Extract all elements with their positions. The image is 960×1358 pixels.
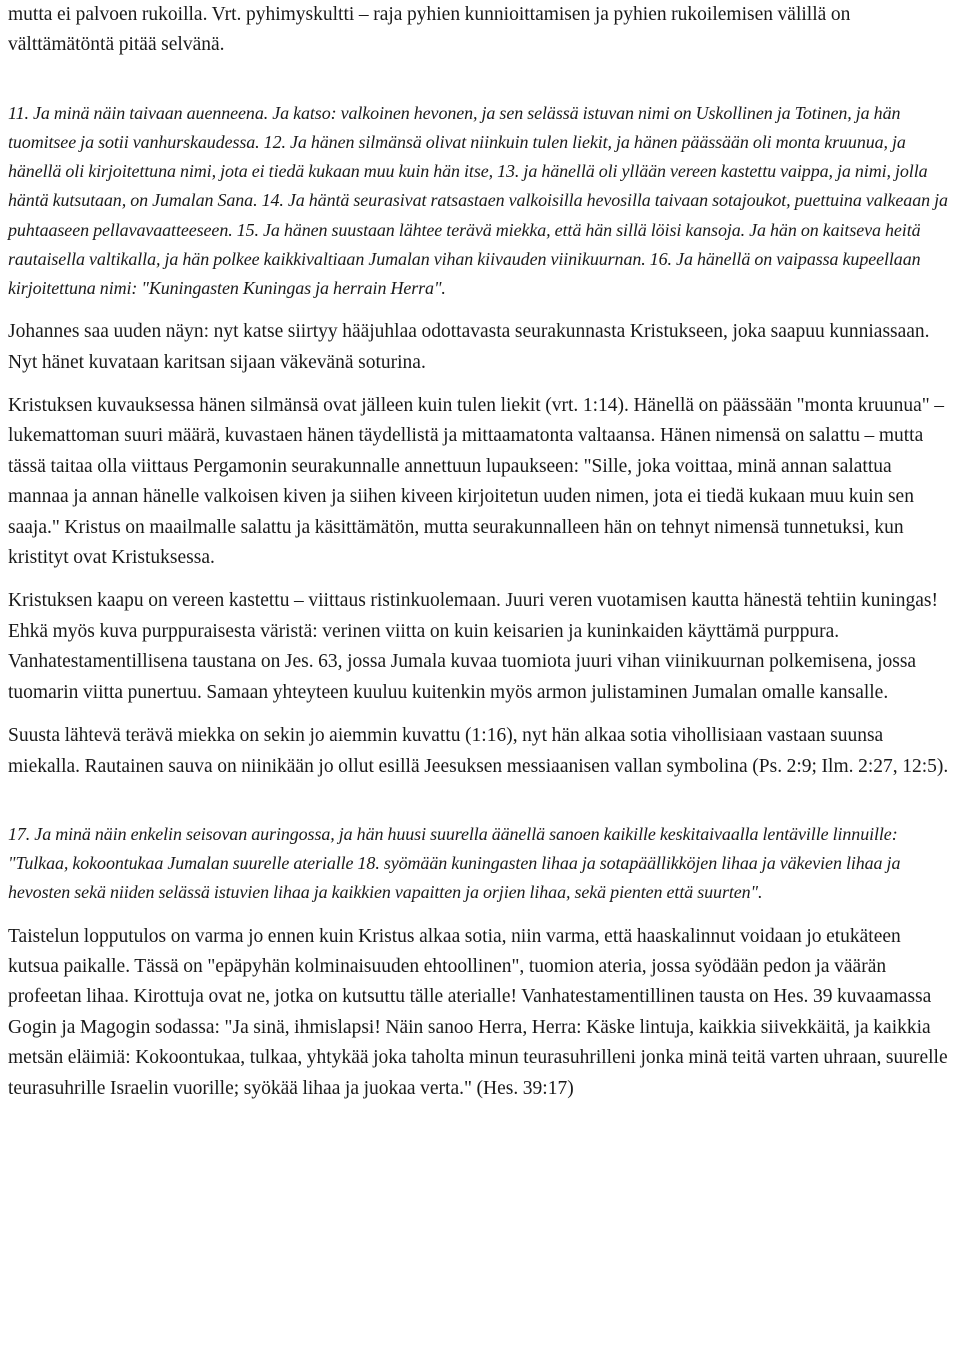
spacer [8, 782, 952, 820]
paragraph-commentary-description: Kristuksen kuvauksessa hänen silmänsä ovat jälleen kuin tulen liekit (vrt. 1:14). Hänellä on päässään "monta kruunua" – lukemattoman suuri määrä, kuvastaen hänen täydellistä ja mittaamatonta valtaansa. Hänen nimensä on salattu – mutta tässä taitaa olla viittaus Pergamonin seurakunnalle annettuun lupaukseen: "Sille, joka voittaa, minä annan salattua mannaa ja annan hänelle valkoisen kiven ja siihen kiveen kirjoitetun uuden nimen, jota ei tiedä kukaan muu kuin sen saaja." Kristus on maailmalle salattu ja käsittämätön, mutta seurakunnalleen hän on tehnyt nimensä tunnetuksi, kun kristityt ovat Kristuksessa. [8, 395, 945, 569]
spacer [8, 573, 952, 586]
scripture-quote-verses-11-16: 11. Ja minä näin taivaan auenneena. Ja katso: valkoinen hevonen, ja sen selässä istuvan nimi on Uskollinen ja Totinen, ja hän tuomitsee ja sotii vanhurskaudessa. 12. Ja hänen silmänsä olivat niinkuin tulen liekit, ja hänen päässään oli monta kruunua, ja hänellä oli kirjoitettuna nimi, jota ei tiedä kukaan muu kuin hän itse, 13. ja hänellä oli yllään vereen kastettu vaippa, ja nimi, jolla häntä kutsutaan, on Jumalan Sana. 14. Ja häntä seurasivat ratsastaen valkoisilla hevosilla taivaan sotajoukot, puettuina valkeaan ja puhtaaseen pellavavaatteeseen. 15. Ja hänen suustaan lähtee terävä miekka, että hän sillä löisi kansoja. Ja hän on kaitseva heitä rautaisella valtikalla, ja hän polkee kaikkivaltiaan Jumalan vihan kiivauden viinikuurnan. 16. Ja hänellä on vaipassa kupeellaan kirjoitettuna nimi: "Kuningasten Kuningas ja herrain Herra". [8, 102, 948, 299]
paragraph-commentary-robe: Kristuksen kaapu on vereen kastettu – viittaus ristinkuolemaan. Juuri veren vuotamisen kautta hänestä tehtiin kuningas! Ehkä myös kuva purppuraisesta väristä: verinen viitta on kuin keisarien ja kuninkaiden käyttämä purppura. Vanhatestamentillisena taustana on Jes. 63, jossa Jumala kuvaa tuomiota juuri vihan viinikuurnan polkemisena, jossa tuomarin viitta punertuu. Samaan yhteyteen kuuluu kuitenkin myös armon julistaminen Jumalan omalle kansalle. [8, 590, 938, 703]
paragraph-intro: mutta ei palvoen rukoilla. Vrt. pyhimyskultti – raja pyhien kunnioittamisen ja pyhien rukoilemisen välillä on välttämätöntä pitää selvänä. [8, 4, 851, 56]
document-page [8, 0, 952, 1104]
spacer [8, 61, 952, 99]
scripture-quote-verses-17-18: 17. Ja minä näin enkelin seisovan auringossa, ja hän huusi suurella äänellä sanoen kaikille keskitaivaalla lentäville linnuille: "Tulkaa, kokoontukaa Jumalan suurelle aterialle 18. syömään kuningasten lihaa ja sotapäällikköjen lihaa ja väkevien lihaa ja hevosten sekä niiden selässä istuvien lihaa ja kaikkien vapaitten ja orjien lihaa, sekä pienten että suurten". [8, 823, 901, 903]
spacer [8, 908, 952, 922]
spacer [8, 708, 952, 721]
paragraph-commentary-sword: Suusta lähtevä terävä miekka on sekin jo aiemmin kuvattu (1:16), nyt hän alkaa sotia vihollisiaan vastaan suunsa miekalla. Rautainen sauva on niinikään jo ollut esillä Jeesuksen messiaanisen vallan symbolina (Ps. 2:9; Ilm. 2:27, 12:5). [8, 725, 949, 777]
spacer [8, 378, 952, 391]
paragraph-commentary-new-vision: Johannes saa uuden näyn: nyt katse siirtyy hääjuhlaa odottavasta seurakunnasta Kristukseen, joka saapuu kunniassaan. Nyt hänet kuvataan karitsan sijaan väkevänä soturina. [8, 321, 930, 373]
paragraph-commentary-battle: Taistelun lopputulos on varma jo ennen kuin Kristus alkaa sotia, niin varma, että haaskalinnut voidaan jo etukäteen kutsua paikalle. Tässä on "epäpyhän kolminaisuuden ehtoollinen", tuomion ateria, jossa syödään pedon ja väärän profeetan lihaa. Kirottuja ovat ne, jotka on kutsuttu tälle aterialle! Vanhatestamentillinen tausta on Hes. 39 kuvaamassa Gogin ja Magogin sodassa: "Ja sinä, ihmislapsi! Näin sanoo Herra, Herra: Käske lintuja, kaikkia siivekkäitä, ja kaikkia metsän eläimiä: Kokoontukaa, tulkaa, yhtykää joka taholta minun teurasuhrilleni jonka minä teitä varten uhraan, suurelle teurasuhrille Israelin vuorille; syökää lihaa ja juokaa verta." (Hes. 39:17) [8, 925, 948, 1099]
spacer [8, 303, 952, 317]
